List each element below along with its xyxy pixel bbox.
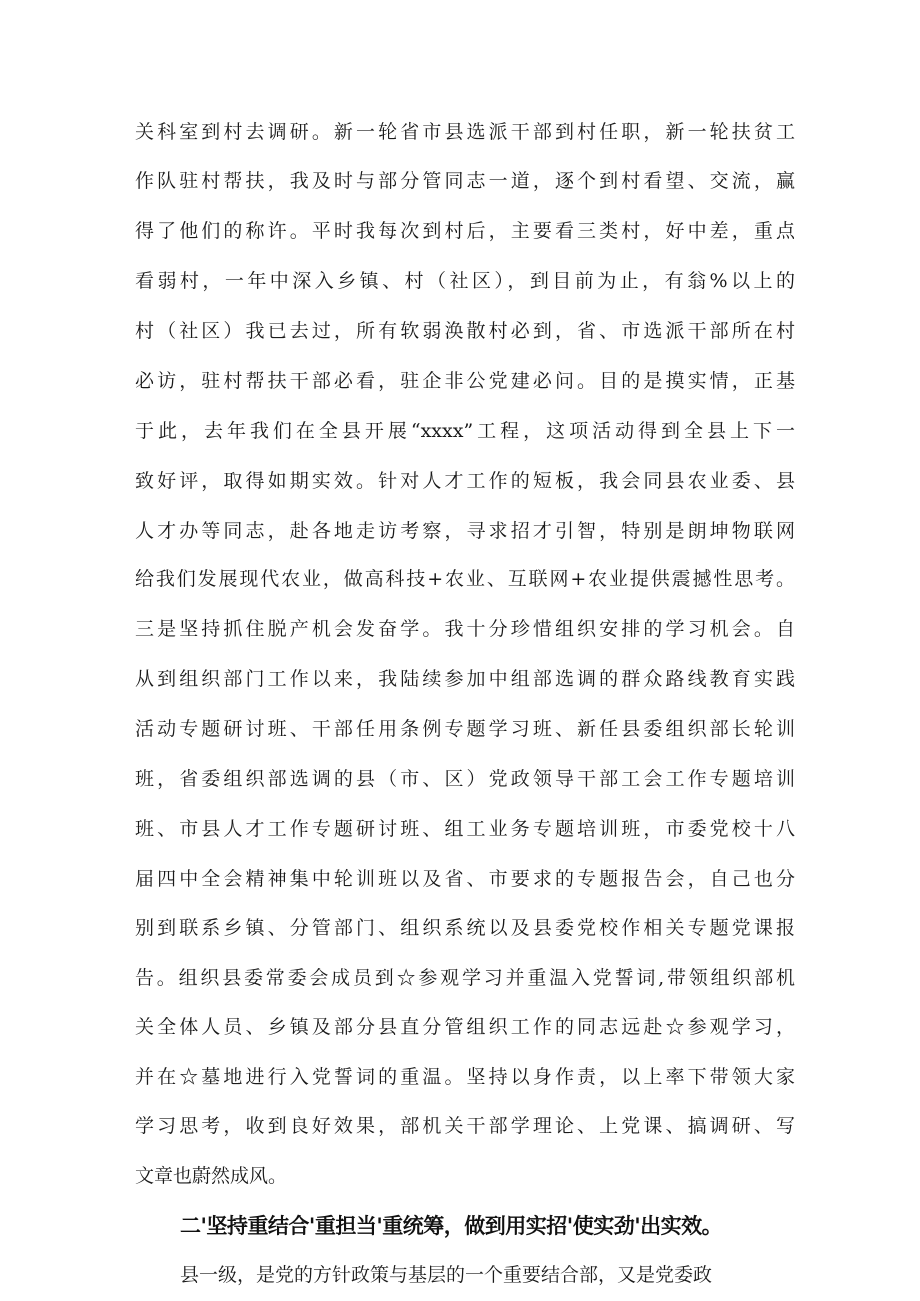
body-text-line: 三是坚持抓住脱产机会发奋学。我十分珍惜组织安排的学习机会。自	[135, 618, 795, 640]
body-text-line: 告。组织县委常委会成员到☆参观学习并重温入党誓词,带领组织部机	[135, 967, 795, 989]
body-text-line: 并在☆墓地进行入党誓词的重温。坚持以身作责，以上率下带领大家	[135, 1066, 795, 1088]
body-text-line: 别到联系乡镇、分管部门、组织系统以及县委党校作相关专题党课报	[135, 917, 795, 939]
body-text-line: 看弱村，一年中深入乡镇、村（社区），到目前为止，有翁%以上的	[135, 270, 795, 292]
body-text-line: 班，省委组织部选调的县（市、区）党政领导干部工会工作专题培训	[135, 768, 795, 790]
body-text-line: 关科室到村去调研。新一轮省市县选派干部到村任职，新一轮扶贫工	[135, 121, 795, 143]
body-text-line: 从到组织部门工作以来，我陆续参加中组部选调的群众路线教育实践	[135, 668, 795, 690]
body-text-line: 县一级，是党的方针政策与基层的一个重要结合部，又是党委政	[180, 1264, 713, 1286]
body-text-line: 于此，去年我们在全县开展“xxxx”工程，这项活动得到全县上下一	[135, 420, 795, 442]
body-text-line: 人才办等同志，赴各地走访考察，寻求招才引智，特别是朗坤物联网	[135, 520, 795, 542]
body-text-line: 班、市县人才工作专题研讨班、组工业务专题培训班，市委党校十八	[135, 818, 795, 840]
section-heading: 二'坚持重结合'重担当'重统筹，做到用实招'使实劲'出实效。	[180, 1214, 723, 1238]
body-text-line: 致好评，取得如期实效。针对人才工作的短板，我会同县农业委、县	[135, 470, 795, 492]
body-text-line: 给我们发展现代农业，做高科技+农业、互联网+农业提供震撼性思考。	[135, 568, 795, 590]
body-text-line: 学习思考，收到良好效果，部机关干部学理论、上党课、搞调研、写	[135, 1115, 795, 1137]
body-text-line: 作队驻村帮扶，我及时与部分管同志一道，逐个到村看望、交流，赢	[135, 170, 795, 192]
body-text-line: 活动专题研讨班、干部任用条例专题学习班、新任县委组织部长轮训	[135, 718, 795, 740]
body-text-line: 关全体人员、乡镇及部分县直分管组织工作的同志远赴☆参观学习，	[135, 1016, 795, 1038]
body-text-line: 村（社区）我已去过，所有软弱涣散村必到，省、市选派干部所在村	[135, 320, 795, 342]
body-text-line: 得了他们的称许。平时我每次到村后，主要看三类村，好中差，重点	[135, 220, 795, 242]
body-text-line: 文章也蔚然成风。	[135, 1165, 288, 1187]
body-text-line: 届四中全会精神集中轮训班以及省、市要求的专题报告会，自己也分	[135, 868, 795, 890]
body-text-line: 必访，驻村帮扶干部必看，驻企非公党建必问。目的是摸实情，正基	[135, 370, 795, 392]
